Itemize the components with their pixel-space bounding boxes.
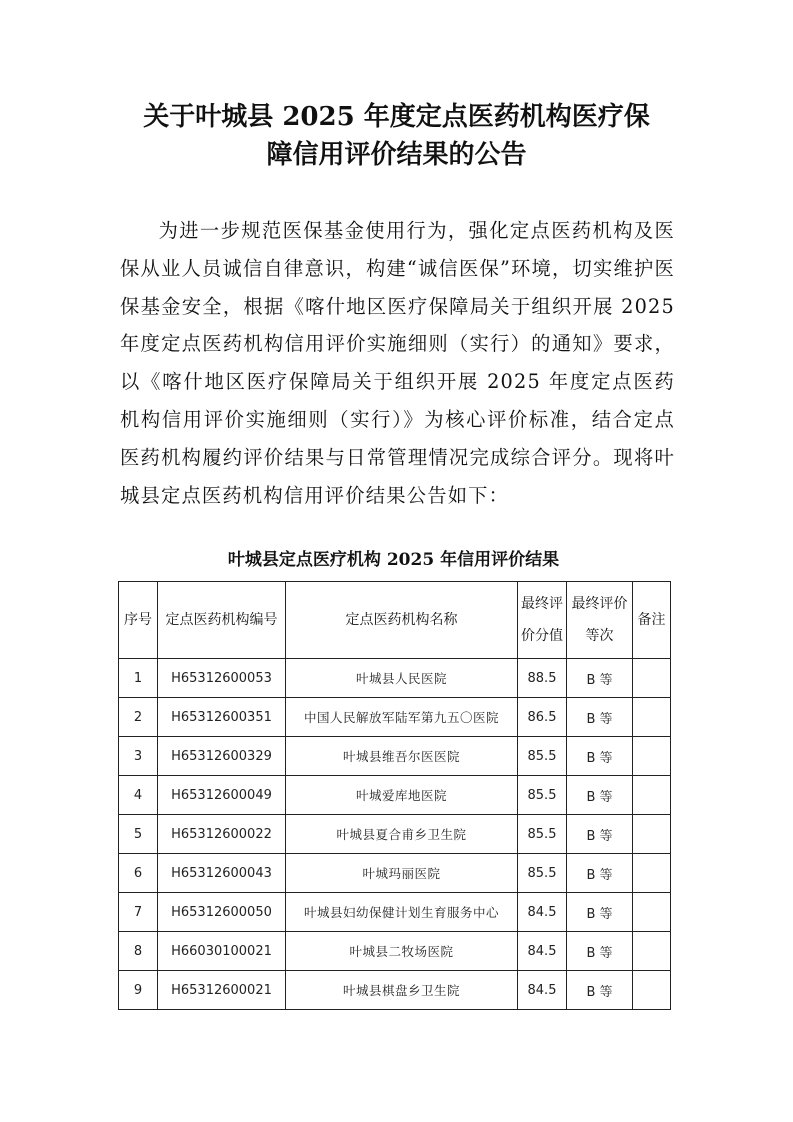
cell-remark: [633, 893, 671, 932]
cell-score: 84.5: [518, 932, 567, 971]
cell-score: 86.5: [518, 698, 567, 737]
cell-remark: [633, 659, 671, 698]
cell-code: H65312600050: [158, 893, 286, 932]
cell-score: 85.5: [518, 815, 567, 854]
cell-code: H65312600351: [158, 698, 286, 737]
header-score-line2: 价分值: [521, 628, 563, 644]
table-row: [119, 659, 671, 698]
cell-name: 叶城县棋盘乡卫生院: [286, 971, 518, 1010]
intro-paragraph: 为进一步规范医保基金使用行为，强化定点医药机构及医保从业人员诚信自律意识，构建“诚信医保”环境，切实维护医保基金安全，根据《喀什地区医疗保障局关于组织开展 2025 年度定点医药机构信用评价实施细则（实行）的通知》要求，以《喀什地区医疗保障局关于组织开展 2025 年度定点医药机构信用评价实施细则（实行）》为核心评价标准，结合定点医药机构履约评价结果与日常管理情况完成综合评分。现将叶城县定点医药机构信用评价结果公告如下：: [120, 219, 675, 507]
cell-score: 84.5: [518, 971, 567, 1010]
cell-grade: B 等: [567, 776, 633, 815]
table-row: [119, 932, 671, 971]
cell-seq: 3: [119, 737, 158, 776]
cell-name: 叶城县人民医院: [286, 659, 518, 698]
cell-code: H65312600329: [158, 737, 286, 776]
cell-code: H65312600049: [158, 776, 286, 815]
cell-seq: 4: [119, 776, 158, 815]
header-remark: 备注: [633, 582, 671, 659]
title-line-2: 障信用评价结果的公告: [266, 140, 527, 170]
cell-seq: 9: [119, 971, 158, 1010]
table-row: [119, 971, 671, 1010]
cell-score: 88.5: [518, 659, 567, 698]
cell-remark: [633, 737, 671, 776]
table-row: [119, 854, 671, 893]
header-score: [518, 582, 567, 659]
cell-grade: B 等: [567, 737, 633, 776]
table-header-row: [119, 582, 671, 659]
header-score-line1: 最终评: [521, 596, 563, 612]
cell-grade: B 等: [567, 932, 633, 971]
results-table: [118, 581, 671, 1010]
cell-code: H65312600043: [158, 854, 286, 893]
cell-code: H65312600053: [158, 659, 286, 698]
cell-name: 叶城县二牧场医院: [286, 932, 518, 971]
cell-grade: B 等: [567, 854, 633, 893]
cell-name: 叶城县维吾尔医医院: [286, 737, 518, 776]
cell-seq: 1: [119, 659, 158, 698]
document-title: [100, 98, 693, 174]
header-code: 定点医药机构编号: [158, 582, 286, 659]
cell-seq: 6: [119, 854, 158, 893]
table-title: 叶城县定点医疗机构 2025 年信用评价结果: [227, 550, 560, 570]
cell-name: 叶城玛丽医院: [286, 854, 518, 893]
cell-score: 84.5: [518, 893, 567, 932]
cell-seq: 7: [119, 893, 158, 932]
cell-code: H66030100021: [158, 932, 286, 971]
table-row: [119, 893, 671, 932]
cell-remark: [633, 815, 671, 854]
cell-seq: 5: [119, 815, 158, 854]
cell-seq: 2: [119, 698, 158, 737]
cell-code: H65312600022: [158, 815, 286, 854]
cell-remark: [633, 698, 671, 737]
cell-grade: B 等: [567, 659, 633, 698]
cell-name: 中国人民解放军陆军第九五〇医院: [286, 698, 518, 737]
cell-name: 叶城爱库地医院: [286, 776, 518, 815]
table-row: [119, 737, 671, 776]
table-row: [119, 815, 671, 854]
cell-remark: [633, 776, 671, 815]
cell-grade: B 等: [567, 971, 633, 1010]
cell-name: 叶城县夏合甫乡卫生院: [286, 815, 518, 854]
cell-name: 叶城县妇幼保健计划生育服务中心: [286, 893, 518, 932]
cell-grade: B 等: [567, 815, 633, 854]
header-grade: [567, 582, 633, 659]
table-row: [119, 698, 671, 737]
cell-score: 85.5: [518, 776, 567, 815]
header-grade-line1: 最终评价: [571, 596, 628, 612]
header-grade-line2: 等次: [585, 628, 614, 644]
table-row: [119, 776, 671, 815]
cell-score: 85.5: [518, 737, 567, 776]
header-name: 定点医药机构名称: [286, 582, 518, 659]
cell-grade: B 等: [567, 698, 633, 737]
cell-remark: [633, 854, 671, 893]
cell-grade: B 等: [567, 893, 633, 932]
title-line-1: 关于叶城县 2025 年度定点医药机构医疗保: [143, 102, 650, 132]
cell-remark: [633, 932, 671, 971]
cell-seq: 8: [119, 932, 158, 971]
cell-remark: [633, 971, 671, 1010]
header-seq: 序号: [119, 582, 158, 659]
cell-code: H65312600021: [158, 971, 286, 1010]
cell-score: 85.5: [518, 854, 567, 893]
